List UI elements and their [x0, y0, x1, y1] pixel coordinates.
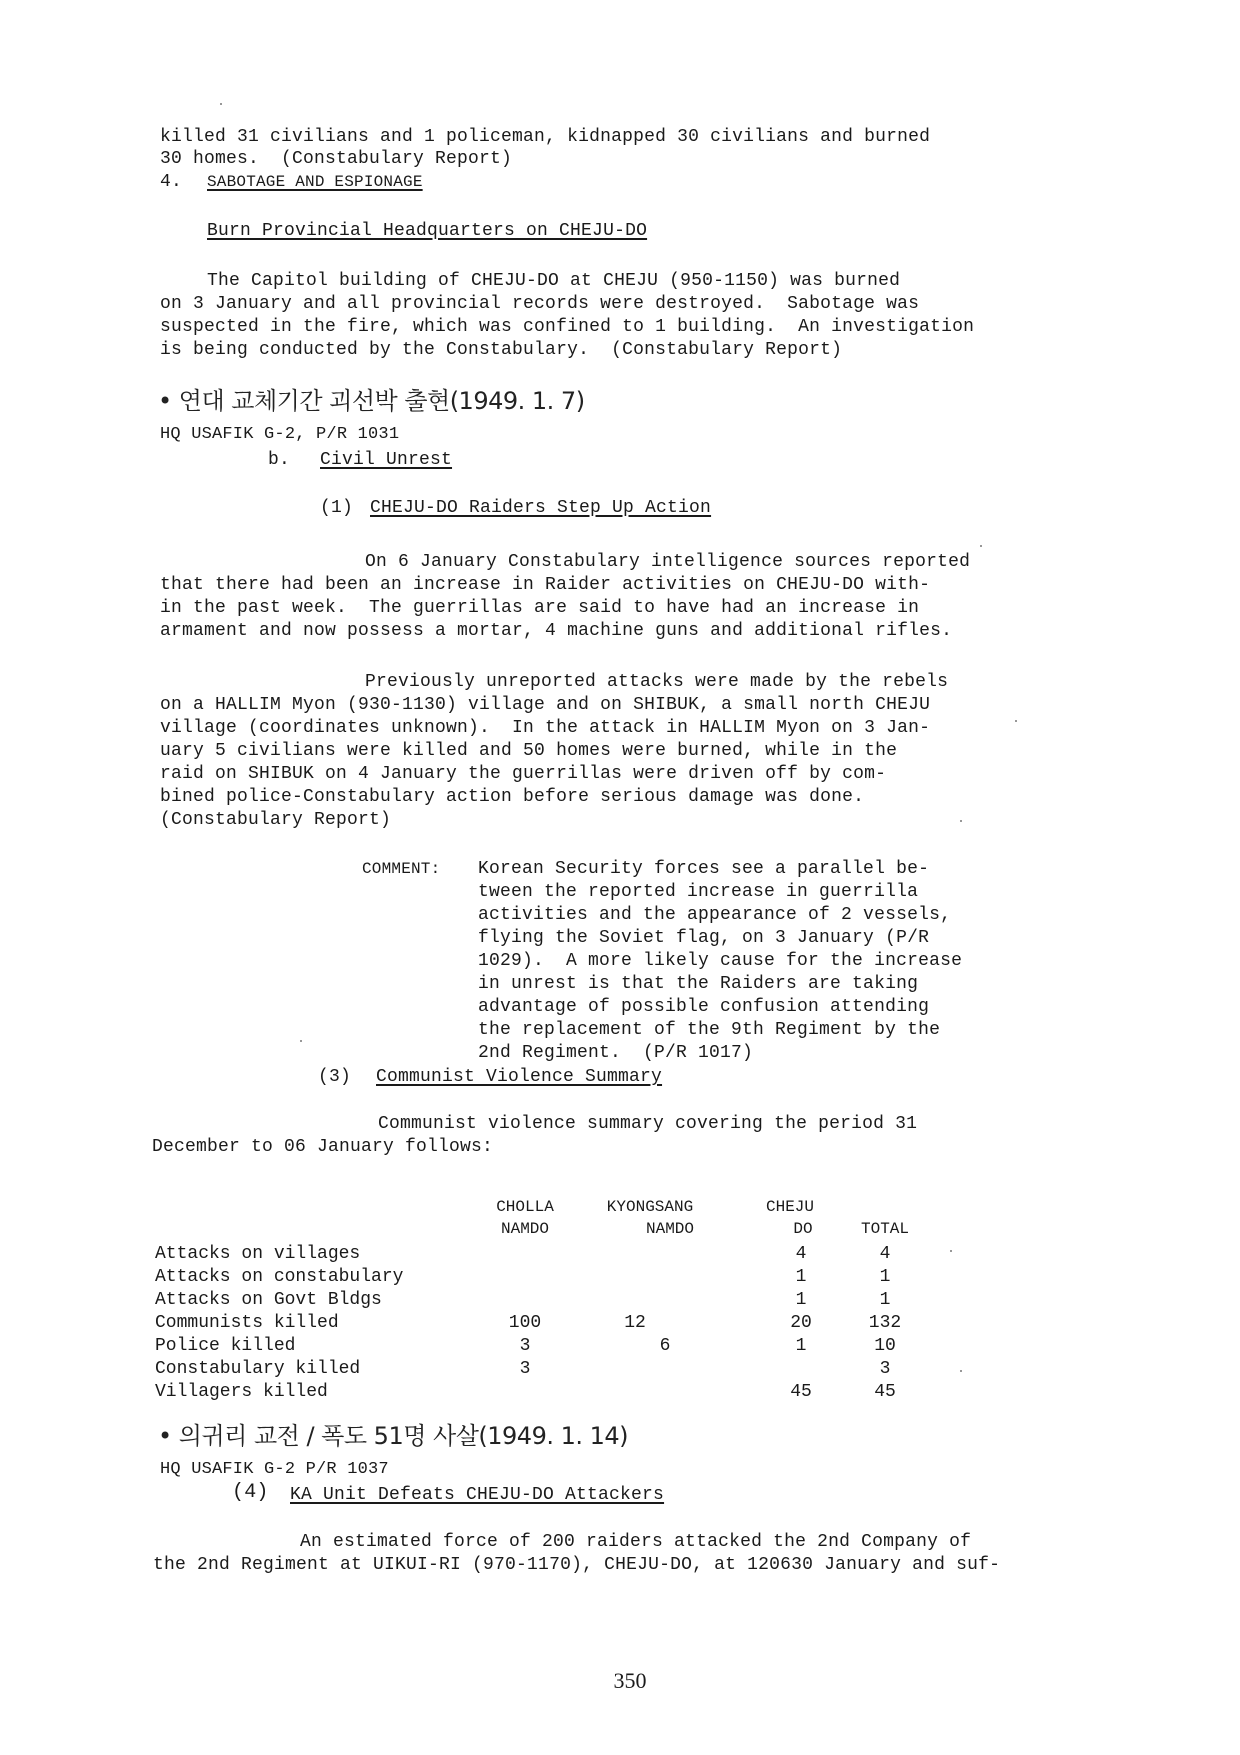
comment-line-2: tween the reported increase in guerrilla	[478, 882, 919, 902]
scan-speck	[1015, 720, 1017, 722]
section-4-para-line-4: is being conducted by the Constabulary. (Constabulary Report)	[160, 340, 843, 360]
subsection-letter-b: b.	[268, 450, 291, 470]
item-1-para1-line-4: armament and now possess a mortar, 4 machine guns and additional rifles.	[160, 621, 953, 641]
comment-line-7: advantage of possible confusion attending	[478, 997, 930, 1017]
korean-heading-2: • 의귀리 교전 / 폭도 51명 사살(1949. 1. 14)	[158, 1422, 629, 1450]
item-1-para1-line-2: that there had been an increase in Raider activities on CHEJU-DO with-	[160, 575, 931, 595]
column-header-cheju-line2: DO	[793, 1220, 813, 1238]
cell-kyongsang: 12	[624, 1313, 646, 1333]
item-1-para2-line-1: Previously unreported attacks were made by the rebels	[365, 672, 949, 692]
cell-cholla: 100	[508, 1313, 542, 1333]
column-header-cheju-line1: CHEJU	[765, 1198, 814, 1216]
section-4-para-line-2: on 3 January and all provincial records were destroyed. Sabotage was	[160, 294, 920, 314]
cell-cheju: 4	[795, 1244, 807, 1264]
comment-line-6: in unrest is that the Raiders are taking	[478, 974, 919, 994]
cell-total: 10	[874, 1336, 896, 1356]
cell-total: 45	[874, 1382, 896, 1402]
row-label: Police killed	[155, 1336, 296, 1356]
continuation-line-2: 30 homes. (Constabulary Report)	[160, 149, 513, 169]
scan-speck	[220, 103, 222, 105]
item-3-intro-line-2: December to 06 January follows:	[152, 1137, 494, 1157]
item-3-intro-line-1: Communist violence summary covering the period 31	[378, 1114, 918, 1134]
item-3-number: (3)	[318, 1067, 352, 1087]
cell-total: 132	[868, 1313, 902, 1333]
item-1-para2-line-2: on a HALLIM Myon (930-1130) village and on SHIBUK, a small north CHEJU	[160, 695, 931, 715]
item-1-para2-line-4: uary 5 civilians were killed and 50 homes were burned, while in the	[160, 741, 898, 761]
column-header-kyongsang-line1: KYONGSANG	[606, 1198, 694, 1216]
column-header-kyongsang-line2: NAMDO	[645, 1220, 694, 1238]
item-1-title: CHEJU-DO Raiders Step Up Action	[370, 498, 712, 518]
item-1-para2-line-6: bined police-Constabulary action before serious damage was done.	[160, 787, 865, 807]
continuation-line-1: killed 31 civilians and 1 policeman, kidnapped 30 civilians and burned	[160, 127, 931, 147]
table-row	[155, 1244, 975, 1267]
source-reference-2: HQ USAFIK G-2 P/R 1037	[160, 1460, 389, 1479]
table-row	[155, 1313, 975, 1336]
row-label: Constabulary killed	[155, 1359, 361, 1379]
comment-line-9: 2nd Regiment. (P/R 1017)	[478, 1043, 754, 1063]
item-4-title: KA Unit Defeats CHEJU-DO Attackers	[290, 1485, 665, 1505]
scan-speck	[960, 1370, 962, 1372]
cell-cholla: 3	[519, 1336, 531, 1356]
cell-total: 3	[879, 1359, 891, 1379]
section-4-para-line-1: The Capitol building of CHEJU-DO at CHEJU (950-1150) was burned	[207, 271, 901, 291]
comment-label: COMMENT:	[362, 860, 441, 878]
cell-total: 1	[879, 1267, 891, 1287]
column-header-cholla-line2: NAMDO	[500, 1220, 549, 1238]
cell-cheju: 20	[790, 1313, 812, 1333]
table-row	[155, 1336, 975, 1359]
row-label: Villagers killed	[155, 1382, 328, 1402]
comment-line-3: activities and the appearance of 2 vessels,	[478, 905, 952, 925]
cell-total: 4	[879, 1244, 891, 1264]
item-1-para2-line-3: village (coordinates unknown). In the attack in HALLIM Myon on 3 Jan-	[160, 718, 931, 738]
korean-heading-1: • 연대 교체기간 괴선박 출현(1949. 1. 7)	[158, 387, 585, 415]
table-row	[155, 1382, 975, 1405]
column-header-cholla-line1: CHOLLA	[496, 1198, 554, 1216]
scan-speck	[300, 1040, 302, 1042]
item-1-para1-line-3: in the past week. The guerrillas are said to have had an increase in	[160, 598, 920, 618]
item-4-para-line-1: An estimated force of 200 raiders attacked the 2nd Company of	[300, 1532, 972, 1552]
cell-cheju: 45	[790, 1382, 812, 1402]
scan-speck	[960, 820, 962, 822]
row-label: Communists killed	[155, 1313, 339, 1333]
item-3-title: Communist Violence Summary	[376, 1067, 663, 1087]
cell-cheju: 1	[795, 1267, 807, 1287]
page-number: 350	[613, 1668, 647, 1693]
item-1-number: (1)	[320, 498, 354, 518]
item-1-para2-line-5: raid on SHIBUK on 4 January the guerrillas were driven off by com-	[160, 764, 887, 784]
cell-cheju: 1	[795, 1290, 807, 1310]
item-1-para1-line-1: On 6 January Constabulary intelligence sources reported	[365, 552, 971, 572]
section-4-number: 4.	[160, 172, 183, 192]
comment-line-5: 1029). A more likely cause for the increase	[478, 951, 963, 971]
section-4-title: SABOTAGE AND ESPIONAGE	[207, 173, 423, 191]
item-1-para2-line-7: (Constabulary Report)	[160, 810, 392, 830]
table-row	[155, 1267, 975, 1290]
comment-line-1: Korean Security forces see a parallel be-	[478, 859, 930, 879]
cell-kyongsang: 6	[659, 1336, 671, 1356]
table-row	[155, 1290, 975, 1313]
source-reference-1: HQ USAFIK G-2, P/R 1031	[160, 425, 400, 444]
item-4-number: (4)	[232, 1481, 269, 1504]
table-row	[155, 1359, 975, 1382]
row-label: Attacks on Govt Bldgs	[155, 1290, 382, 1310]
section-4-para-line-3: suspected in the fire, which was confined to 1 building. An investigation	[160, 317, 975, 337]
row-label: Attacks on villages	[155, 1244, 361, 1264]
cell-cheju: 1	[795, 1336, 807, 1356]
subsection-title-civil-unrest: Civil Unrest	[320, 450, 453, 470]
item-4-para-line-2: the 2nd Regiment at UIKUI-RI (970-1170), CHEJU-DO, at 120630 January and suf-	[153, 1555, 1001, 1575]
comment-line-4: flying the Soviet flag, on 3 January (P/R	[478, 928, 930, 948]
scan-speck	[980, 545, 982, 547]
scan-speck	[950, 1250, 952, 1252]
column-header-total: TOTAL	[860, 1220, 909, 1238]
row-label: Attacks on constabulary	[155, 1267, 404, 1287]
cell-cholla: 3	[519, 1359, 531, 1379]
section-4-subheading: Burn Provincial Headquarters on CHEJU-DO	[207, 221, 648, 241]
comment-line-8: the replacement of the 9th Regiment by the	[478, 1020, 941, 1040]
cell-total: 1	[879, 1290, 891, 1310]
